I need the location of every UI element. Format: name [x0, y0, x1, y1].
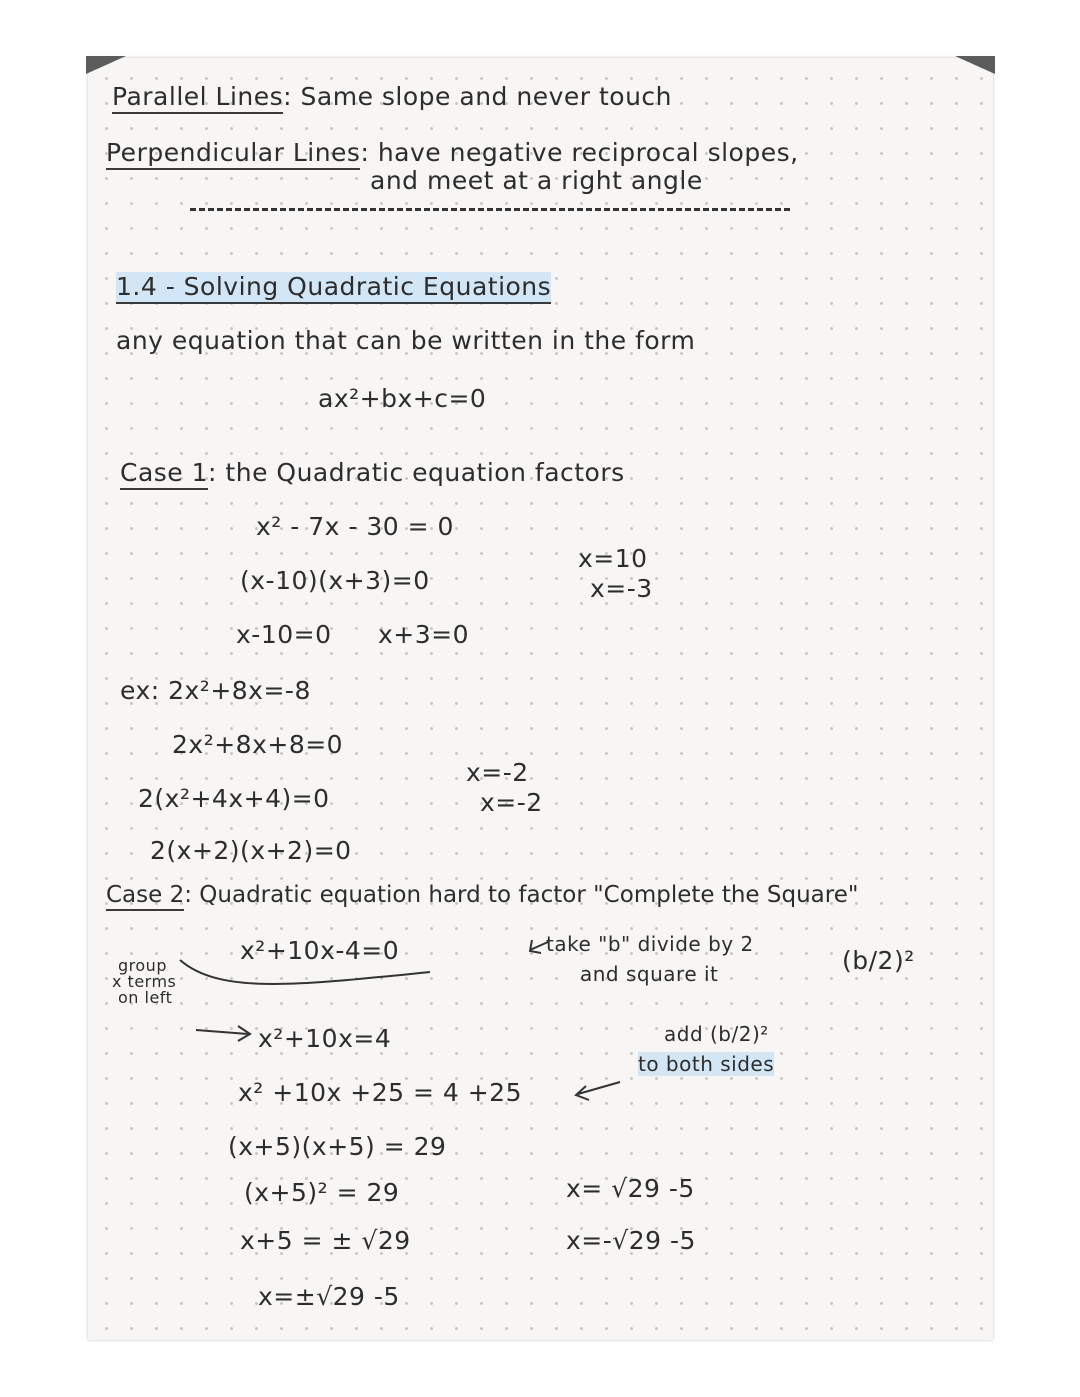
case2-fraction: (b/2)² — [842, 946, 915, 975]
group-note-2: x terms — [112, 972, 177, 991]
case2-text: : Quadratic equation hard to factor "Complete the Square" — [184, 882, 859, 908]
case2-solution-1: x= √29 -5 — [566, 1174, 695, 1203]
example-equation: ex: 2x²+8x=-8 — [120, 676, 311, 705]
case2-step-3: (x+5)(x+5) = 29 — [228, 1132, 447, 1161]
case2-label: Case 2 — [106, 882, 184, 911]
case2-note-2: and square it — [580, 962, 719, 986]
case1-text: : the Quadratic equation factors — [208, 458, 625, 487]
example-step-1: 2x²+8x+8=0 — [172, 730, 344, 759]
case1-zero-b: x+3=0 — [378, 620, 470, 649]
case1-solution-1: x=10 — [578, 544, 648, 573]
case1-equation: x² - 7x - 30 = 0 — [256, 512, 454, 541]
take-b-arrow — [530, 940, 548, 953]
case1-solution-2: x=-3 — [590, 574, 653, 603]
case2-step-6: x=±√29 -5 — [258, 1282, 400, 1311]
case2-step-4: (x+5)² = 29 — [244, 1178, 400, 1207]
perpendicular-label: Perpendicular Lines — [106, 138, 360, 170]
standard-form: ax²+bx+c=0 — [318, 384, 487, 413]
perpendicular-definition-cont: and meet at a right angle — [370, 166, 703, 195]
section-title: 1.4 - Solving Quadratic Equations — [116, 272, 551, 301]
example-solution-1: x=-2 — [466, 758, 529, 787]
add-arrow — [576, 1082, 620, 1100]
parallel-label: Parallel Lines — [112, 82, 283, 114]
example-step-3: 2(x+2)(x+2)=0 — [150, 836, 352, 865]
case2-note-1: take "b" divide by 2 — [546, 932, 754, 956]
case2-solution-2: x=-√29 -5 — [566, 1226, 696, 1255]
case2-step-5: x+5 = ± √29 — [240, 1226, 411, 1255]
group-note-3: on left — [118, 988, 173, 1007]
case2-add-note-2: to both sides — [638, 1052, 775, 1076]
group-arrow-tail — [196, 1026, 250, 1041]
parallel-definition: : Same slope and never touch — [283, 82, 673, 111]
group-arrow — [180, 960, 430, 984]
example-step-2: 2(x²+4x+4)=0 — [138, 784, 330, 813]
case1-factored: (x-10)(x+3)=0 — [240, 566, 430, 595]
case1-zero-a: x-10=0 — [236, 620, 332, 649]
case1-label: Case 1 — [120, 458, 208, 490]
case2-step-1: x²+10x=4 — [258, 1024, 392, 1053]
perpendicular-definition: : have negative reciprocal slopes, — [360, 138, 799, 167]
group-note-1: group — [118, 956, 167, 975]
example-solution-2: x=-2 — [480, 788, 543, 817]
form-intro: any equation that can be written in the form — [116, 326, 696, 355]
case2-equation: x²+10x-4=0 — [240, 936, 400, 965]
case2-add-note-1: add (b/2)² — [664, 1022, 769, 1046]
case2-step-2: x² +10x +25 = 4 +25 — [238, 1078, 522, 1107]
